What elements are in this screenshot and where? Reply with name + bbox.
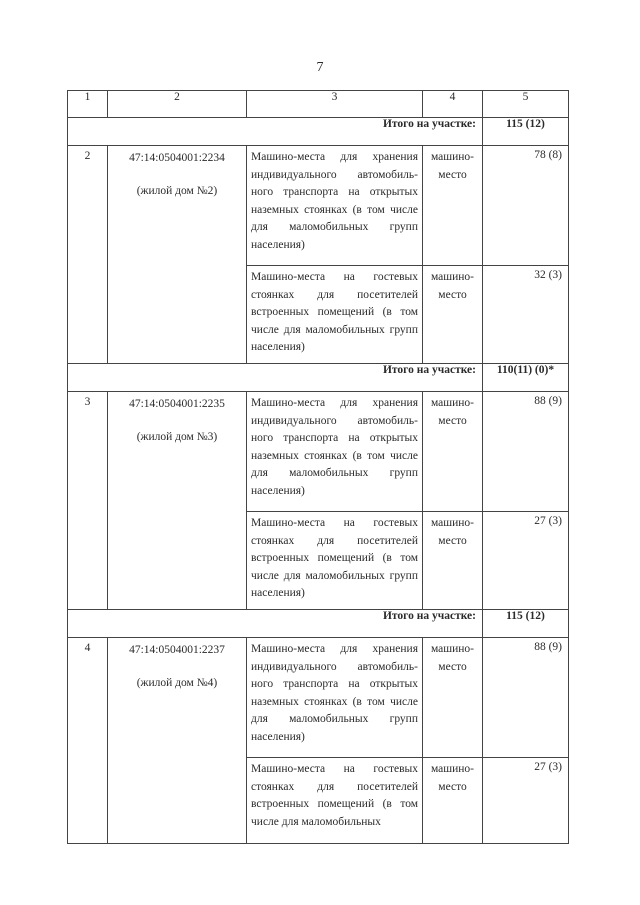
page-number: 7 — [316, 60, 324, 75]
total-label: Итого на участке: — [68, 610, 483, 638]
total-row — [68, 610, 569, 638]
amount: 27 (3) — [483, 512, 569, 610]
section-number: 4 — [68, 638, 108, 844]
total-label: Итого на участке: — [68, 364, 483, 392]
house-label: (жилой дом №4) — [136, 677, 218, 689]
amount: 78 (8) — [483, 146, 569, 266]
column-number: 1 — [68, 91, 108, 118]
unit: машино-место — [423, 266, 483, 364]
column-number: 3 — [247, 91, 423, 118]
amount: 32 (3) — [483, 266, 569, 364]
total-label: Итого на участке: — [68, 118, 483, 146]
table-row — [68, 638, 569, 758]
unit: машино-место — [423, 758, 483, 844]
house-label: (жилой дом №2) — [136, 185, 218, 197]
column-number: 4 — [423, 91, 483, 118]
total-value: 110(11) (0)* — [483, 364, 569, 392]
parking-table — [67, 90, 569, 844]
description: Машино-места для хранения индивидуального автомобиль-ного транспорта на открытых наземных стоянках (в том числе для маломобильных групп населения) — [247, 392, 423, 512]
total-value: 115 (12) — [483, 118, 569, 146]
unit: машино-место — [423, 392, 483, 512]
cadastral-number: 47:14:0504001:2235 — [129, 398, 225, 410]
amount: 27 (3) — [483, 758, 569, 844]
unit: машино-место — [423, 512, 483, 610]
cadastral-cell — [108, 392, 247, 610]
unit: машино-место — [423, 638, 483, 758]
column-number: 2 — [108, 91, 247, 118]
house-label: (жилой дом №3) — [136, 431, 218, 443]
table-row — [68, 392, 569, 512]
cadastral-number: 47:14:0504001:2234 — [129, 152, 225, 164]
column-number-row — [68, 91, 569, 118]
description: Машино-места на гостевых стоянках для посетителей встроенных помещений (в том числе для маломобильных групп населения) — [247, 266, 423, 364]
description: Машино-места на гостевых стоянках для посетителей встроенных помещений (в том числе для маломобильных групп населения) — [247, 512, 423, 610]
description: Машино-места на гостевых стоянках для посетителей встроенных помещений (в том числе для маломобильных — [247, 758, 423, 844]
amount: 88 (9) — [483, 638, 569, 758]
section-number: 2 — [68, 146, 108, 364]
unit: машино-место — [423, 146, 483, 266]
total-value: 115 (12) — [483, 610, 569, 638]
table-row — [68, 146, 569, 266]
description: Машино-места для хранения индивидуального автомобиль-ного транспорта на открытых наземных стоянках (в том числе для маломобильных групп населения) — [247, 146, 423, 266]
description: Машино-места для хранения индивидуального автомобиль-ного транспорта на открытых наземных стоянках (в том числе для маломобильных групп населения) — [247, 638, 423, 758]
amount: 88 (9) — [483, 392, 569, 512]
total-row — [68, 118, 569, 146]
total-row — [68, 364, 569, 392]
cadastral-cell — [108, 146, 247, 364]
column-number: 5 — [483, 91, 569, 118]
cadastral-number: 47:14:0504001:2237 — [129, 644, 225, 656]
cadastral-cell — [108, 638, 247, 844]
section-number: 3 — [68, 392, 108, 610]
